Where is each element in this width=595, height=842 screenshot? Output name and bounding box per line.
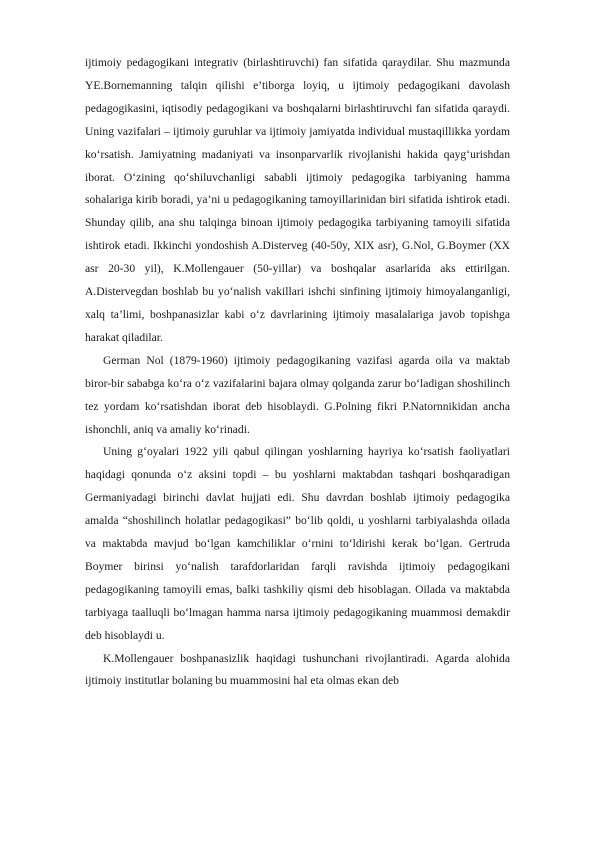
paragraph-3: Uning g‘oyalari 1922 yili qabul qilingan yoshlarning hayriya ko‘rsatish faoliyatlari haqidagi qonunda o‘z aksini topdi – bu yoshlarni maktabdan tashqari boshqaradigan Germaniyadagi birinchi davlat hujjati edi. Shu davrdan boshlab ijtimoiy pedagogika amalda “shoshilinch holatlar pedagogikasi” bo‘lib qoldi, u yoshlarni tarbiyalashda oilada va maktabda mavjud bo‘lgan kamchiliklar o‘rnini to‘ldirishi kerak bo‘lgan. Gertruda Boymer birinsi yo‘nalish tarafdorlaridan farqli ravishda ijtimoiy pedagogikani pedagogikaning tamoyili emas, balki tashkiliy qismi deb hisoblagan. Oilada va maktabda tarbiyaga taalluqli bo‘lmagan hamma narsa ijtimoiy pedagogikaning muammosi demakdir deb hisoblaydi u. bbox=[85, 445, 510, 642]
paragraph-1: ijtimoiy pedagogikani integrativ (birlashtiruvchi) fan sifatida qaraydilar. Shu mazmunda YE.Bornemanning talqin qilishi e’tiborga loyiq, u ijtimoiy pedagogikani davolash pedagogikasini, iqtisodiy pedagogikani va boshqalarni birlashtiruvchi fan sifatida qaraydi. Uning vazifalari – ijtimoiy guruhlar va ijtimoiy jamiyatda individual mustaqillikka yordam ko‘rsatish. Jamiyatning madaniyati va insonparvarlik rivojlanishi hakida qayg‘urishdan iborat. O‘zining qo‘shiluvchanligi sababli ijtimoiy pedagogika tarbiyaning hamma sohalariga kirib boradi, ya’ni u pedagogikaning tamoyillarinidan biri sifatida ishtirok etadi. Shunday qilib, ana shu talqinga binoan ijtimoiy pedagogika tarbiyaning tamoyili sifatida ishtirok etadi. Ikkinchi yondoshish A.Disterveg (40-50y, XIX asr), G.Nol, G.Boymer (XX asr 20-30 yil), K.Mollengauer (50-yillar) va boshqalar asarlarida aks ettirilgan. A.Distervegdan boshlab bu yo‘nalish vakillari ishchi sinfining ijtimoiy himoyalanganligi, xalq ta’limi, boshpanasizlar kabi o‘z davrlarining ijtimoiy masalalariga javob topishga harakat qiladilar. bbox=[85, 56, 510, 344]
paragraph-2: German Nol (1879-1960) ijtimoiy pedagogikaning vazifasi agarda oila va maktab biror-bir sababga ko‘ra o‘z vazifalarini bajara olmay qolganda zarur bo‘ladigan shoshilinch tez yordam ko‘rsatishdan iborat deb hisoblaydi. G.Polning fikri P.Natornnikidan ancha ishonchli, aniq va amaliy ko‘rinadi. bbox=[85, 353, 510, 436]
document-page bbox=[85, 52, 510, 693]
paragraph-4: K.Mollengauer boshpanasizlik haqidagi tushunchani rivojlantiradi. Agarda alohida ijtimoiy institutlar bolaning bu muammosini hal eta olmas ekan deb bbox=[85, 651, 510, 688]
